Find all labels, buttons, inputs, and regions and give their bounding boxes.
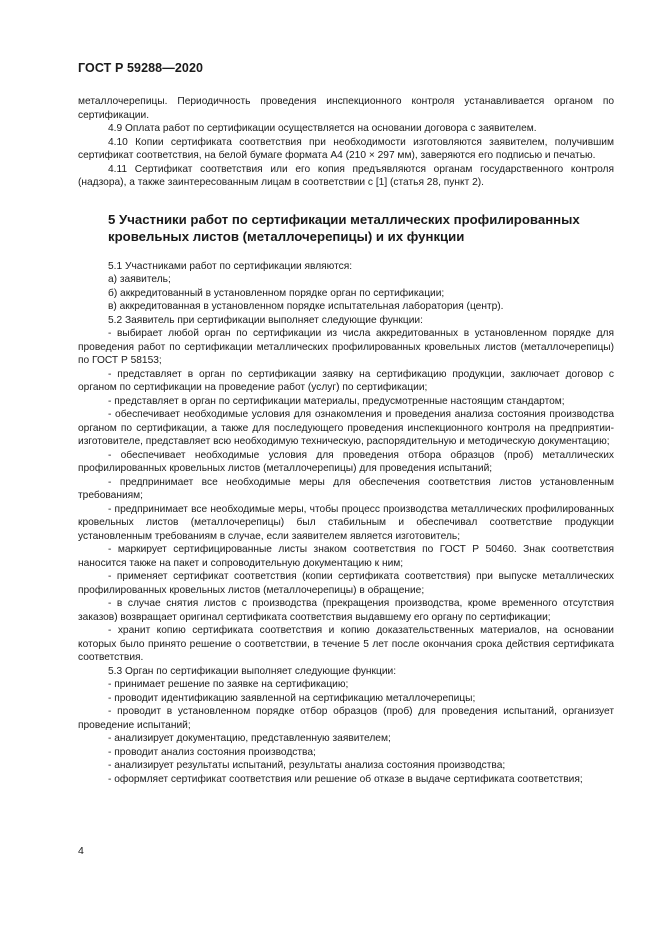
document-header: ГОСТ Р 59288—2020 [78, 61, 204, 75]
page-number: 4 [78, 845, 84, 857]
bullet-item: - проводит в установленном порядке отбор образцов (проб) для проведения испытаний, организует проведение испытаний; [78, 706, 614, 731]
bullet-item: - проводит идентификацию заявленной на сертификацию металлочерепицы; [108, 692, 476, 704]
bullet-item: - предпринимает все необходимые меры, чтобы процесс производства металлических профилированных кровельных листов (металлочерепицы) был стабильным и обеспечивал соответствие продукции установленным требованиям в случае, если заявителем является изготовитель; [78, 503, 614, 542]
bullet-item: - представляет в орган по сертификации материалы, предусмотренные настоящим стандартом; [108, 395, 565, 407]
bullet-item: - принимает решение по заявке на сертификацию; [108, 679, 349, 690]
list-item: в) аккредитованная в установленном порядке испытательная лаборатория (центр). [108, 301, 504, 312]
bullet-item: - представляет в орган по сертификации заявку на сертификацию продукции, заключает договор с органом по сертификации на проведение работ (услуг) по сертификации; [78, 368, 614, 393]
paragraph: 5.2 Заявитель при сертификации выполняет следующие функции: [108, 314, 423, 326]
bullet-item: - хранит копию сертификата соответствия и копию доказательственных материалов, на основании которых было принято решение о соответствии, в течение 5 лет после окончания срока действия сертификата соответствия. [78, 625, 614, 663]
bullet-item: - обеспечивает необходимые условия для ознакомления и проведения анализа состояния производства органом по сертификации, а также для последующего проведения инспекционного контроля на предприятии-изготовителе, представляет всю необходимую техническую, распорядительную и методическую документацию; [78, 409, 614, 447]
list-item: б) аккредитованный в установленном порядке орган по сертификации; [108, 287, 445, 299]
paragraph: 5.3 Орган по сертификации выполняет следующие функции: [108, 665, 397, 677]
document-body [78, 95, 614, 786]
bullet-item: - применяет сертификат соответствия (копии сертификата соответствия) при выпуске металлических профилированных кровельных листов (металлочерепицы) в обращение; [78, 571, 614, 596]
bullet-item: - предпринимает все необходимые меры для обеспечения соответствия листов установленным требованиям; [78, 476, 614, 501]
paragraph: 4.10 Копии сертификата соответствия при необходимости изготовляются заявителем, получившим сертификат соответствия, на белой бумаге формата А4 (210 × 297 мм), заверяются его подписью и печатью. [78, 136, 614, 161]
paragraph: металлочерепицы. Периодичность проведения инспекционного контроля устанавливается органом по сертификации. [78, 96, 614, 121]
bullet-item: - обеспечивает необходимые условия для проведения отбора образцов (проб) металлических профилированных кровельных листов (металлочерепицы) для проведения испытаний; [78, 449, 614, 474]
bullet-item: - проводит анализ состояния производства; [108, 746, 316, 758]
bullet-item: - маркирует сертифицированные листы знаком соответствия по ГОСТ Р 50460. Знак соответствия наносится также на пакет и сопроводительную документацию к ним; [78, 544, 614, 569]
bullet-item: - в случае снятия листов с производства (прекращения производства, кроме временного отсутствия заказов) возвращает оригинал сертификата соответствия выдавшему его органу по сертификации; [78, 598, 614, 623]
paragraph: 4.9 Оплата работ по сертификации осуществляется на основании договора с заявителем. [108, 123, 537, 134]
paragraph: 4.11 Сертификат соответствия или его копия предъявляются органам государственного контроля (надзора), а также заинтересованным лицам в соответствии с [1] (статья 28, пункт 2). [78, 163, 614, 188]
paragraph: 5.1 Участниками работ по сертификации являются: [108, 260, 353, 272]
bullet-item: - анализирует результаты испытаний, результаты анализа состояния производства; [108, 760, 506, 771]
bullet-item: - выбирает любой орган по сертификации из числа аккредитованных в установленном порядке для проведения работ по сертификации металлических профилированных кровельных листов (металлочерепицы) по ГОСТ Р 58153; [78, 328, 614, 366]
bullet-item: - оформляет сертификат соответствия или решение об отказе в выдаче сертификата соответствия; [108, 773, 583, 785]
list-item: а) заявитель; [108, 274, 171, 285]
section-title: 5 Участники работ по сертификации металлических профилированных кровельных листов (металлочерепицы) и их функции [108, 211, 580, 244]
bullet-item: - анализирует документацию, представленную заявителем; [108, 733, 391, 744]
